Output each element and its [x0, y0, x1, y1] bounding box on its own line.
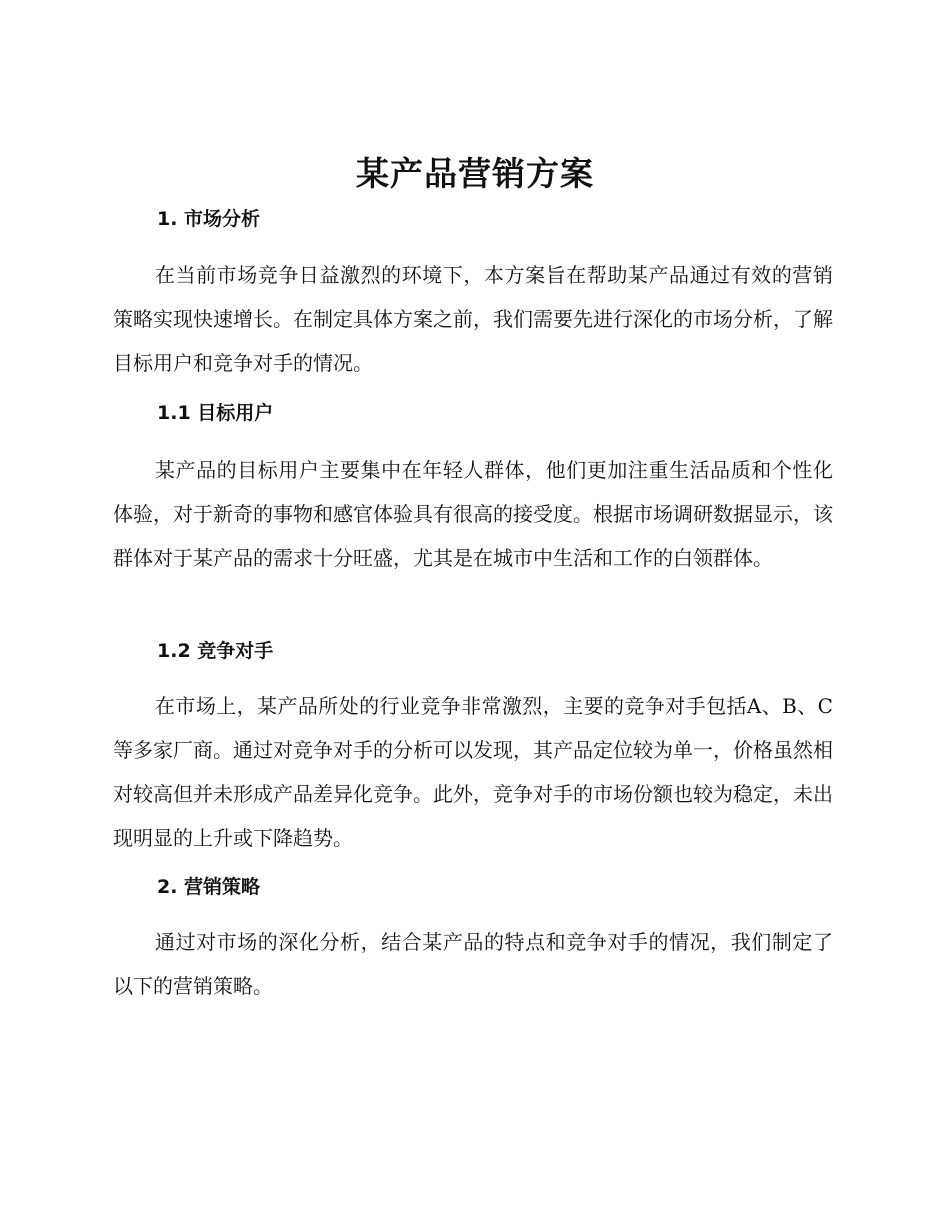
- section-heading-target-users: 1.1 目标用户: [157, 402, 274, 424]
- section-paragraph-competitors: 在市场上，某产品所处的行业竞争非常激烈，主要的竞争对手包括A、B、C等多家厂商。通过对竞争对手的分析可以发现，其产品定位较为单一，价格虽然相对较高但并未形成产品差异化竞争。此外，竞争对手的市场份额也较为稳定，未出现明显的上升或下降趋势。: [113, 694, 833, 850]
- section-paragraph-target-users: 某产品的目标用户主要集中在年轻人群体，他们更加注重生活品质和个性化体验，对于新奇的事物和感官体验具有很高的接受度。根据市场调研数据显示，该群体对于某产品的需求十分旺盛，尤其是在城市中生活和工作的白领群体。: [113, 458, 833, 570]
- section-paragraph-marketing-strategy: 通过对市场的深化分析，结合某产品的特点和竞争对手的情况，我们制定了以下的营销策略。: [113, 930, 833, 998]
- section-paragraph-market-analysis: 在当前市场竞争日益激烈的环境下，本方案旨在帮助某产品通过有效的营销策略实现快速增长。在制定具体方案之前，我们需要先进行深化的市场分析，了解目标用户和竞争对手的情况。: [113, 263, 833, 375]
- section-heading-marketing-strategy: 2. 营销策略: [157, 876, 261, 898]
- section-heading-market-analysis: 1. 市场分析: [157, 208, 261, 230]
- document-title: 某产品营销方案: [356, 154, 594, 193]
- section-heading-competitors: 1.2 竞争对手: [157, 640, 274, 662]
